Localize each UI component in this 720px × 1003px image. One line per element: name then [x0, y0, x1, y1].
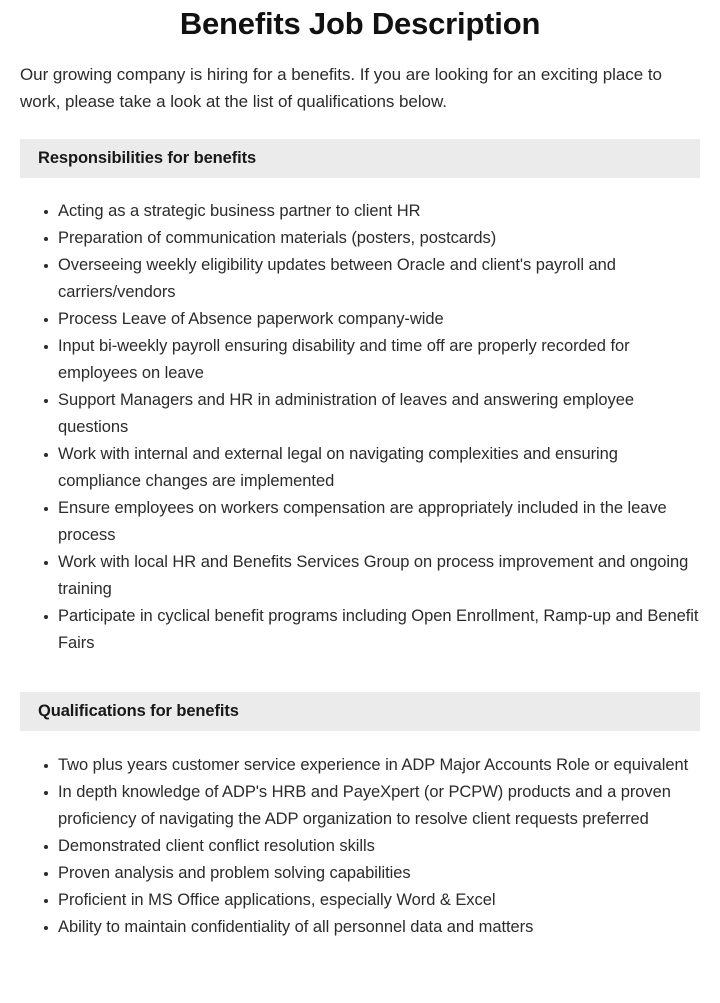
list-item: Work with local HR and Benefits Services Group on process improvement and ongoing training [20, 549, 700, 603]
list-item: Two plus years customer service experience in ADP Major Accounts Role or equivalent [20, 752, 700, 779]
list-item: In depth knowledge of ADP's HRB and PayeXpert (or PCPW) products and a proven proficiency of navigating the ADP organization to resolve client requests preferred [20, 779, 700, 833]
list-item: Process Leave of Absence paperwork company-wide [20, 306, 700, 333]
list-item: Proficient in MS Office applications, especially Word & Excel [20, 887, 700, 914]
section-heading-label: Responsibilities for benefits [38, 149, 257, 167]
list-item: Input bi-weekly payroll ensuring disability and time off are properly recorded for employees on leave [20, 333, 700, 387]
section-qualifications [20, 692, 700, 941]
responsibilities-list [20, 198, 700, 657]
section-responsibilities [20, 139, 700, 657]
list-item: Support Managers and HR in administration of leaves and answering employee questions [20, 387, 700, 441]
section-heading-label: Qualifications for benefits [38, 702, 239, 720]
list-item: Work with internal and external legal on navigating complexities and ensuring compliance changes are implemented [20, 441, 700, 495]
list-item: Participate in cyclical benefit programs including Open Enrollment, Ramp-up and Benefit Fairs [20, 603, 700, 657]
list-item: Overseeing weekly eligibility updates between Oracle and client's payroll and carriers/vendors [20, 252, 700, 306]
list-item: Acting as a strategic business partner to client HR [20, 198, 700, 225]
list-item: Demonstrated client conflict resolution skills [20, 833, 700, 860]
intro-paragraph: Our growing company is hiring for a benefits. If you are looking for an exciting place to work, please take a look at the list of qualifications below. [20, 65, 662, 111]
list-item: Ability to maintain confidentiality of all personnel data and matters [20, 914, 700, 941]
section-header-qualifications [20, 692, 700, 731]
list-item: Ensure employees on workers compensation are appropriately included in the leave process [20, 495, 700, 549]
page-title: Benefits Job Description [179, 6, 541, 41]
qualifications-list [20, 752, 700, 941]
page-bottom-spacer [20, 941, 700, 963]
list-item: Preparation of communication materials (posters, postcards) [20, 225, 700, 252]
section-header-responsibilities [20, 139, 700, 178]
list-item: Proven analysis and problem solving capabilities [20, 860, 700, 887]
